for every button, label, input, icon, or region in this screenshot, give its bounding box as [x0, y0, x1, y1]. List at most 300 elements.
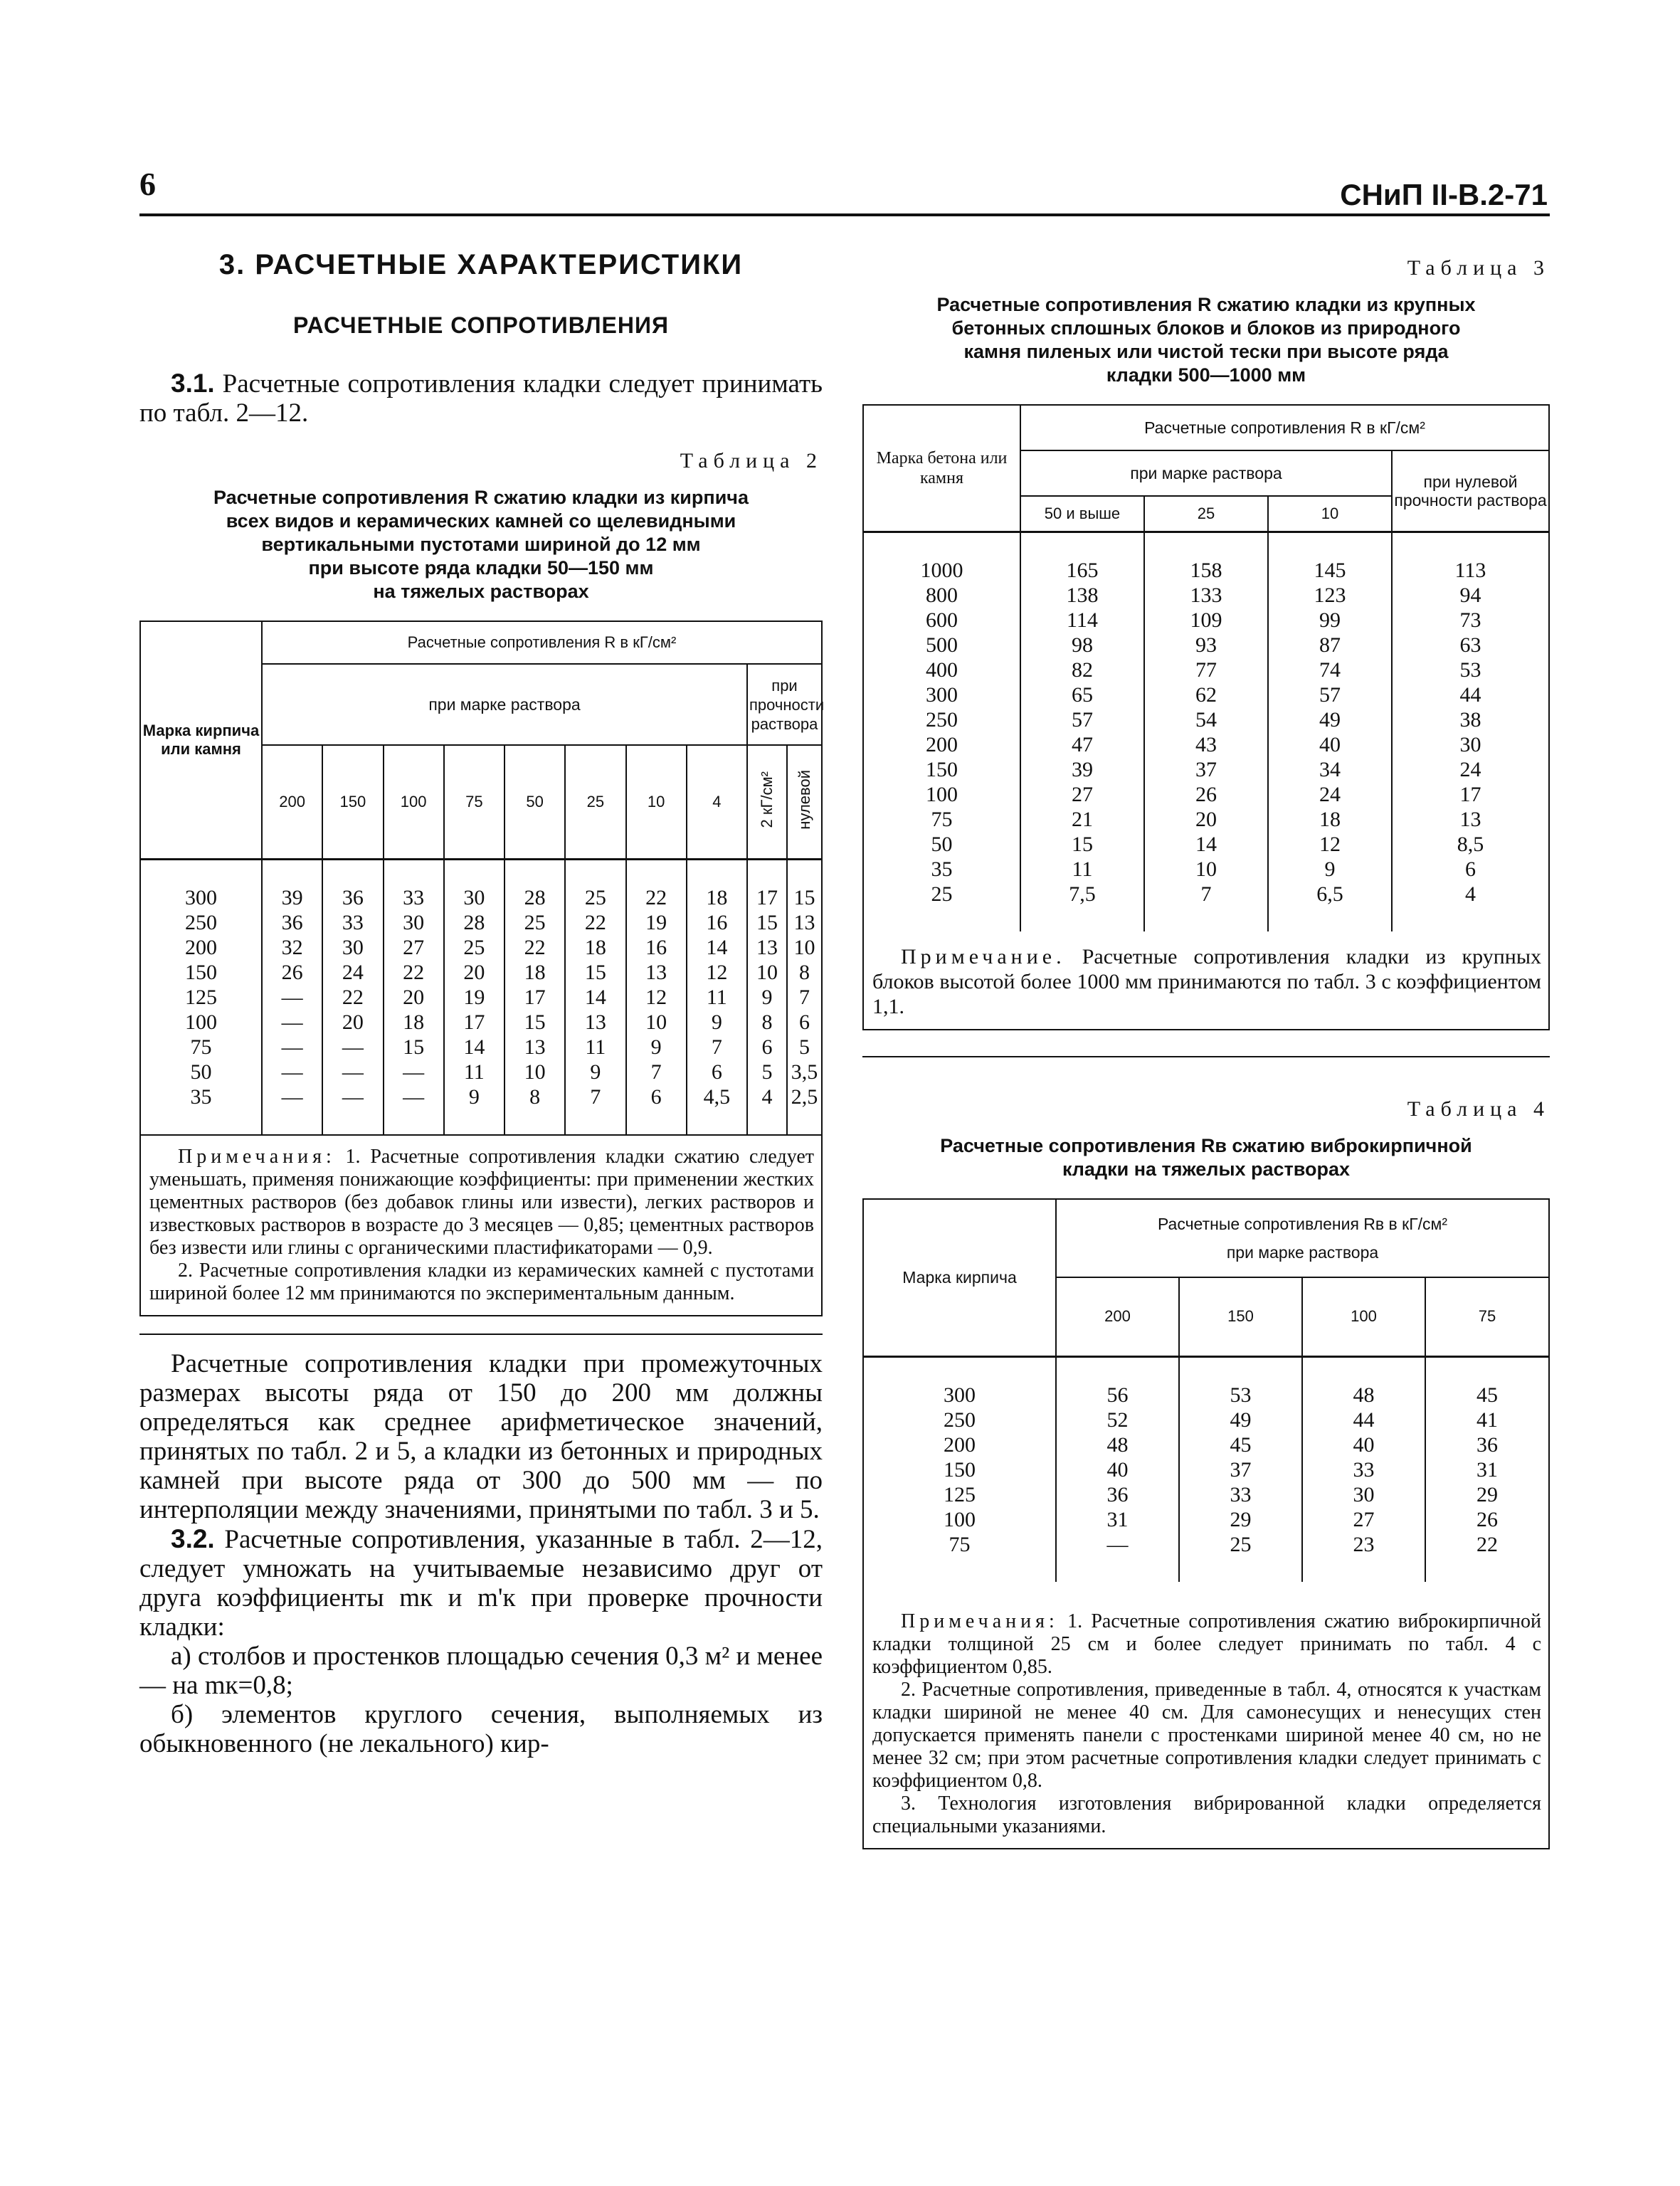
table-4-notes-label: Примечания:	[901, 1610, 1059, 1632]
table-3-title-line: Расчетные сопротивления R сжатию кладки из крупных	[936, 294, 1476, 315]
table-row	[141, 1060, 821, 1084]
table-3-row-label: 400	[926, 658, 958, 682]
table-3-cell: 77	[1144, 658, 1268, 682]
table-4-cell: 36	[1425, 1432, 1548, 1457]
table-4-spacer-cell	[1302, 1557, 1425, 1582]
table-2-cell: 2,5	[787, 1084, 821, 1109]
table-2-cell: 28	[504, 885, 565, 910]
table-4-cell: 31	[1425, 1457, 1548, 1482]
table-3-cell: 98	[1020, 633, 1144, 658]
table-2-cell: 18	[384, 1010, 444, 1035]
table-3-col-header: 25	[1144, 496, 1268, 532]
table-2-spacer-cell	[444, 1109, 504, 1134]
table-2-spacer-cell	[747, 1109, 787, 1134]
table-3-note-text	[872, 944, 1541, 1019]
table-4-row-label: 75	[949, 1533, 971, 1556]
table-2-cell: 14	[687, 935, 747, 960]
table-2	[139, 621, 823, 1316]
table-3-note-label: Примечание.	[901, 944, 1066, 968]
table-row	[864, 1432, 1548, 1457]
table-2-col-header: 150	[322, 745, 383, 859]
table-2-cell: —	[262, 985, 322, 1010]
table-4-group-header-line: Расчетные сопротивления Rв в кГ/см²	[1157, 1214, 1448, 1233]
table-3-grid	[864, 404, 1548, 931]
table-row	[864, 832, 1548, 857]
table-2-cell: 17	[444, 1010, 504, 1035]
table-3-cell: 65	[1020, 682, 1144, 707]
table-2-spacer-cell	[565, 859, 625, 885]
table-3-cell: 94	[1392, 583, 1548, 608]
table-2-cell: —	[262, 1060, 322, 1084]
table-2-cell: 27	[384, 935, 444, 960]
table-2-cell: 30	[444, 885, 504, 910]
table-2-spacer	[141, 1109, 821, 1134]
table-3-cell: 133	[1144, 583, 1268, 608]
table-2-cell: 8	[747, 1010, 787, 1035]
table-row	[864, 658, 1548, 682]
table-3-cell: 114	[1020, 608, 1144, 633]
table-2-cell: 20	[444, 960, 504, 985]
table-2-cell: 13	[626, 960, 687, 985]
table-3-row-label: 250	[926, 707, 958, 732]
table-2-cell: 7	[687, 1035, 747, 1060]
table-2-title-line: вертикальными пустотами шириной до 12 мм	[261, 534, 701, 555]
table-row	[864, 1408, 1548, 1432]
table-3-label: Таблица 3	[1407, 256, 1550, 280]
paragraph-3-2-text: Расчетные сопротивления, указанные в табл. 2—12, следует умножать на учитываемые независимо друг от друга коэффициенты mк и m'к при проверке прочности кладки:	[139, 1524, 823, 1642]
table-4-spacer-cell	[1056, 1557, 1179, 1582]
table-3-cell: 165	[1020, 558, 1144, 583]
table-2-cell: 5	[747, 1060, 787, 1084]
paragraph-3-2	[139, 1524, 823, 1642]
table-2-title-line: при высоте ряда кладки 50—150 мм	[308, 557, 654, 579]
table-row	[864, 583, 1548, 608]
table-2-cell: 4,5	[687, 1084, 747, 1109]
page-number: 6	[139, 166, 156, 202]
table-3-spacer-cell	[1144, 907, 1268, 931]
table-4-title-line: Расчетные сопротивления Rв сжатию виброкирпичной	[940, 1134, 1472, 1156]
table-2-cell: 10	[504, 1060, 565, 1084]
table-2-cell: 20	[384, 985, 444, 1010]
table-4-cell: 56	[1056, 1383, 1179, 1408]
table-2-col-header-text: 2 кГ/см²	[758, 771, 776, 828]
table-4-spacer	[864, 1357, 1548, 1383]
table-3-cell: 34	[1268, 757, 1392, 782]
table-3-note-body: Расчетные сопротивления кладки из крупных блоков высотой более 1000 мм принимаются по табл. 3 с коэффициентом 1,1.	[872, 944, 1541, 1018]
table-2-cell: 22	[504, 935, 565, 960]
table-3-cell: 8,5	[1392, 832, 1548, 857]
table-row	[864, 1383, 1548, 1408]
table-4-row-label: 200	[944, 1433, 976, 1457]
table-2-cell: 6	[747, 1035, 787, 1060]
right-column	[862, 235, 1550, 1849]
table-row	[864, 1507, 1548, 1532]
table-2-cell: 11	[444, 1060, 504, 1084]
table-2-cell: 12	[687, 960, 747, 985]
table-3-cell: 7	[1144, 882, 1268, 907]
table-2-cell: 17	[504, 985, 565, 1010]
table-2-cell: 33	[384, 885, 444, 910]
table-3-cell: 30	[1392, 732, 1548, 757]
table-3-cell: 53	[1392, 658, 1548, 682]
table-4-cell: 53	[1179, 1383, 1302, 1408]
table-4-cell: 48	[1056, 1432, 1179, 1457]
table-2-cell: 14	[565, 985, 625, 1010]
table-row	[864, 558, 1548, 583]
table-2-spacer-cell	[141, 1109, 262, 1134]
table-3-cell: 93	[1144, 633, 1268, 658]
table-3-cell: 57	[1268, 682, 1392, 707]
table-3-cell: 6,5	[1268, 882, 1392, 907]
table-2-spacer-cell	[787, 859, 821, 885]
table-3-cell: 82	[1020, 658, 1144, 682]
table-4-cell: 29	[1179, 1507, 1302, 1532]
table-4-note-3: 3. Технология изготовления вибрированной кладки определяется специальными указаниями.	[872, 1792, 1541, 1837]
table-2-col-header-vertical	[747, 745, 787, 859]
table-2-cell: 18	[687, 885, 747, 910]
table-2-cell: 14	[444, 1035, 504, 1060]
table-3-cell: 14	[1144, 832, 1268, 857]
table-row	[864, 782, 1548, 807]
table-2-col-header: 75	[444, 745, 504, 859]
table-3	[862, 404, 1550, 1030]
table-3-cell: 113	[1392, 558, 1548, 583]
table-2-cell: —	[322, 1035, 383, 1060]
table-3-row-label: 300	[926, 682, 958, 707]
table-2-cell: 12	[626, 985, 687, 1010]
table-2-cell: —	[384, 1060, 444, 1084]
table-2-cell: 22	[565, 910, 625, 935]
table-2-cell: 9	[626, 1035, 687, 1060]
table-2-spacer-cell	[141, 859, 262, 885]
table-row	[864, 682, 1548, 707]
table-row	[864, 707, 1548, 732]
table-2-cell: —	[262, 1084, 322, 1109]
table-3-cell: 123	[1268, 583, 1392, 608]
table-3-cell: 27	[1020, 782, 1144, 807]
table-2-cell: 28	[444, 910, 504, 935]
table-2-cell: 15	[504, 1010, 565, 1035]
table-row	[141, 1010, 821, 1035]
table-3-row-label: 500	[926, 633, 958, 657]
table-3-cell: 44	[1392, 682, 1548, 707]
table-2-spacer-cell	[787, 1109, 821, 1134]
table-2-note-2: 2. Расчетные сопротивления кладки из керамических камней с пустотами шириной более 12 мм принимаются по экспериментальным данным.	[149, 1259, 814, 1304]
table-4-cell: 36	[1056, 1482, 1179, 1507]
table-2-cell: 11	[565, 1035, 625, 1060]
table-2-row-label: 150	[185, 960, 217, 984]
table-4-cell: 33	[1302, 1457, 1425, 1482]
table-2-row-label: 50	[190, 1060, 212, 1084]
table-2-cell: 11	[687, 985, 747, 1010]
table-4-row-label: 300	[944, 1383, 976, 1407]
table-4-cell: 40	[1056, 1457, 1179, 1482]
table-2-col-header: 50	[504, 745, 565, 859]
table-3-cell: 158	[1144, 558, 1268, 583]
table-2-cell: 25	[565, 885, 625, 910]
table-3-cell: 24	[1392, 757, 1548, 782]
left-column	[139, 235, 823, 1758]
table-3-title-line: камня пиленых или чистой тески при высоте ряда	[963, 341, 1449, 362]
table-2-cell: —	[322, 1060, 383, 1084]
paragraph-3-1	[139, 369, 823, 428]
table-3-row-label: 100	[926, 782, 958, 806]
paragraph-3-1-text: Расчетные сопротивления кладки следует принимать по табл. 2—12.	[139, 369, 823, 428]
table-2-row-label: 35	[190, 1084, 212, 1109]
table-2-cell: 9	[444, 1084, 504, 1109]
table-3-cell: 9	[1268, 857, 1392, 882]
table-2-cell: 15	[747, 910, 787, 935]
table-2-cell: 13	[504, 1035, 565, 1060]
table-2-row-label: 250	[185, 910, 217, 934]
table-4-cell: —	[1056, 1532, 1179, 1557]
table-2-cell: 16	[626, 935, 687, 960]
table-2-group-header: Расчетные сопротивления R в кГ/см²	[262, 621, 821, 664]
table-3-cell: 4	[1392, 882, 1548, 907]
table-4-spacer-cell	[1425, 1357, 1548, 1383]
table-2-cell: 15	[787, 885, 821, 910]
table-3-row-label: 200	[926, 732, 958, 756]
table-3-spacer-cell	[1020, 907, 1144, 931]
table-2-title-line: Расчетные сопротивления R сжатию кладки из кирпича	[213, 487, 749, 508]
table-4-spacer	[864, 1557, 1548, 1582]
table-row	[864, 882, 1548, 907]
table-3-row-label: 25	[931, 882, 953, 906]
table-2-spacer-cell	[687, 859, 747, 885]
table-3-body	[864, 532, 1548, 931]
table-2-row-label: 300	[185, 885, 217, 909]
table-3-spacer-cell	[1268, 907, 1392, 931]
table-2-cell: 18	[565, 935, 625, 960]
table-2-cell: —	[384, 1084, 444, 1109]
table-4-spacer-cell	[1056, 1357, 1179, 1383]
table-2-cell: 17	[747, 885, 787, 910]
table-3-cell: 57	[1020, 707, 1144, 732]
table-row	[141, 960, 821, 985]
table-4-cell: 25	[1179, 1532, 1302, 1557]
table-2-spacer-cell	[626, 1109, 687, 1134]
table-2-title	[139, 486, 823, 603]
table-2-cell: —	[262, 1035, 322, 1060]
table-4-cell: 33	[1179, 1482, 1302, 1507]
table-3-mortar-header: при марке раствора	[1020, 450, 1392, 496]
table-2-spacer-cell	[504, 1109, 565, 1134]
table-2-cell: 20	[322, 1010, 383, 1035]
table-3-cell: 37	[1144, 757, 1268, 782]
table-4-cell: 37	[1179, 1457, 1302, 1482]
body-paragraph: Расчетные сопротивления кладки при промежуточных размерах высоты ряда от 150 до 200 мм должны определяться как среднее арифметическое значений, принятых по табл. 2 и 5, а кладки из бетонных и природных камней при высоте ряда от 300 до 500 мм — по интерполяции между значениями, принятыми по табл. 3 и 5.	[139, 1348, 823, 1524]
table-2-spacer	[141, 859, 821, 885]
table-3-row-label: 50	[931, 832, 953, 856]
table-2-notes	[141, 1134, 821, 1315]
table-3-title	[862, 293, 1550, 387]
table-4-cell: 22	[1425, 1532, 1548, 1557]
table-4-group-header	[1056, 1199, 1548, 1277]
table-2-row-label: 125	[185, 985, 217, 1009]
table-2-cell: 18	[504, 960, 565, 985]
table-3-row-label: 600	[926, 608, 958, 632]
table-2-cell: 6	[626, 1084, 687, 1109]
table-3-cell: 109	[1144, 608, 1268, 633]
table-3-cell: 54	[1144, 707, 1268, 732]
table-2-spacer-cell	[322, 859, 383, 885]
table-4-cell: 45	[1425, 1383, 1548, 1408]
table-3-cell: 39	[1020, 757, 1144, 782]
section-title: 3. РАСЧЕТНЫЕ ХАРАКТЕРИСТИКИ	[218, 249, 744, 280]
table-2-col-header-text: нулевой	[795, 769, 813, 830]
table-2-body	[141, 859, 821, 1134]
table-2-cell: 9	[687, 1010, 747, 1035]
table-4-row-label: 250	[944, 1408, 976, 1432]
table-2-cell: 7	[565, 1084, 625, 1109]
table-3-group-header: Расчетные сопротивления R в кГ/см²	[1020, 405, 1548, 450]
table-3-cell: 138	[1020, 583, 1144, 608]
table-3-cell: 13	[1392, 807, 1548, 832]
table-4-cell: 26	[1425, 1507, 1548, 1532]
table-3-col-header: 50 и выше	[1020, 496, 1144, 532]
table-3-cell: 10	[1144, 857, 1268, 882]
table-2-mortar-header: при марке раствора	[262, 664, 747, 745]
table-2-cell: 33	[322, 910, 383, 935]
table-2-cell: 6	[787, 1010, 821, 1035]
table-2-cell: 36	[262, 910, 322, 935]
table-2-cell: 10	[747, 960, 787, 985]
table-3-title-line: бетонных сплошных блоков и блоков из природного	[951, 317, 1461, 339]
table-2-cell: 9	[565, 1060, 625, 1084]
table-4-row-label: 150	[944, 1458, 976, 1482]
table-2-cell: 4	[747, 1084, 787, 1109]
table-4-notes	[864, 1582, 1548, 1848]
table-2-row-header: Марка кирпича или камня	[141, 621, 262, 859]
table-4-col-header: 200	[1056, 1277, 1179, 1357]
table-4-cell: 41	[1425, 1408, 1548, 1432]
table-2-cell: 39	[262, 885, 322, 910]
table-row	[141, 910, 821, 935]
table-2-cell: 8	[787, 960, 821, 985]
table-3-spacer-cell	[864, 532, 1020, 558]
table-3-cell: 6	[1392, 857, 1548, 882]
table-2-spacer-cell	[322, 1109, 383, 1134]
table-4-col-header: 75	[1425, 1277, 1548, 1357]
table-2-cell: 16	[687, 910, 747, 935]
table-2-cell: 9	[747, 985, 787, 1010]
table-3-spacer-cell	[1144, 532, 1268, 558]
table-2-cell: 8	[504, 1084, 565, 1109]
table-2-col-header: 25	[565, 745, 625, 859]
table-4-spacer-cell	[1425, 1557, 1548, 1582]
table-2-cell: 32	[262, 935, 322, 960]
table-4-cell: 31	[1056, 1507, 1179, 1532]
table-2-title-line: всех видов и керамических камней со щелевидными	[226, 510, 736, 532]
table-4-col-header: 150	[1179, 1277, 1302, 1357]
table-2-row-label: 100	[185, 1010, 217, 1034]
table-2-cell: 15	[384, 1035, 444, 1060]
table-2-notes-label: Примечания:	[178, 1145, 336, 1168]
table-3-cell: 12	[1268, 832, 1392, 857]
table-2-cell: 22	[626, 885, 687, 910]
table-row	[141, 1035, 821, 1060]
table-4-cell: 30	[1302, 1482, 1425, 1507]
table-4-note-1	[872, 1610, 1541, 1679]
table-3-cell: 24	[1268, 782, 1392, 807]
table-2-spacer-cell	[687, 1109, 747, 1134]
table-3-spacer-cell	[1392, 532, 1548, 558]
table-3-bottom-rule	[862, 1056, 1550, 1057]
table-2-cell: 30	[322, 935, 383, 960]
table-row	[864, 1532, 1548, 1557]
table-2-row-label: 75	[190, 1035, 212, 1059]
table-3-spacer-cell	[1268, 532, 1392, 558]
table-3-row-label: 150	[926, 757, 958, 781]
table-row	[141, 885, 821, 910]
table-row	[864, 807, 1548, 832]
header-rule	[139, 213, 1550, 216]
table-2-cell: 13	[787, 910, 821, 935]
table-2-col-header: 100	[384, 745, 444, 859]
table-4-row-label: 125	[944, 1483, 976, 1506]
table-3-cell: 38	[1392, 707, 1548, 732]
table-3-spacer-cell	[864, 907, 1020, 931]
document-code: СНиП II-В.2-71	[1340, 178, 1548, 211]
table-3-row-label: 800	[926, 583, 958, 607]
table-2-spacer-cell	[262, 859, 322, 885]
table-3-cell: 47	[1020, 732, 1144, 757]
table-4-cell: 52	[1056, 1408, 1179, 1432]
table-row	[864, 608, 1548, 633]
table-4-cell: 27	[1302, 1507, 1425, 1532]
table-2-spacer-cell	[384, 859, 444, 885]
table-3-row-label: 75	[931, 807, 953, 831]
table-row	[141, 1084, 821, 1109]
table-2-cell: 36	[322, 885, 383, 910]
table-4-group-header-line: при марке раствора	[1226, 1242, 1379, 1262]
table-4-label: Таблица 4	[1407, 1097, 1550, 1121]
table-row	[864, 633, 1548, 658]
table-2-title-line: на тяжелых растворах	[373, 581, 589, 602]
table-2-spacer-cell	[262, 1109, 322, 1134]
table-2-cell: 30	[384, 910, 444, 935]
table-2-cell: 24	[322, 960, 383, 985]
table-3-cell: 18	[1268, 807, 1392, 832]
table-4-title	[862, 1134, 1550, 1181]
table-row	[864, 1482, 1548, 1507]
table-4-cell: 45	[1179, 1432, 1302, 1457]
table-2-strength-header: при прочности раствора	[747, 664, 821, 745]
table-4-row-label: 100	[944, 1508, 976, 1531]
table-2-cell: 7	[626, 1060, 687, 1084]
table-3-cell: 40	[1268, 732, 1392, 757]
table-2-cell: 26	[262, 960, 322, 985]
table-2-cell: 19	[444, 985, 504, 1010]
table-2-cell: 3,5	[787, 1060, 821, 1084]
subsection-title: РАСЧЕТНЫЕ СОПРОТИВЛЕНИЯ	[293, 312, 669, 338]
table-3-cell: 49	[1268, 707, 1392, 732]
table-3-row-header: Марка бетона или камня	[864, 405, 1020, 532]
table-2-row-label: 200	[185, 935, 217, 959]
table-4-cell: 40	[1302, 1432, 1425, 1457]
table-4	[862, 1198, 1550, 1850]
table-row	[864, 732, 1548, 757]
table-2-grid	[141, 621, 825, 1134]
table-3-cell: 43	[1144, 732, 1268, 757]
table-row	[864, 757, 1548, 782]
table-3-cell: 17	[1392, 782, 1548, 807]
table-2-cell: 6	[687, 1060, 747, 1084]
table-2-col-header: 4	[687, 745, 747, 859]
table-4-cell: 44	[1302, 1408, 1425, 1432]
table-3-cell: 87	[1268, 633, 1392, 658]
table-4-note-2: 2. Расчетные сопротивления, приведенные в табл. 4, относятся к участкам кладки шириной не менее 40 см. Для самонесущих и ненесущих стен допускается применять панели с простенками шириной менее 40 см, но не менее 32 см; при этом расчетные сопротивления кладки следует принимать с коэффициентом 0,8.	[872, 1679, 1541, 1792]
